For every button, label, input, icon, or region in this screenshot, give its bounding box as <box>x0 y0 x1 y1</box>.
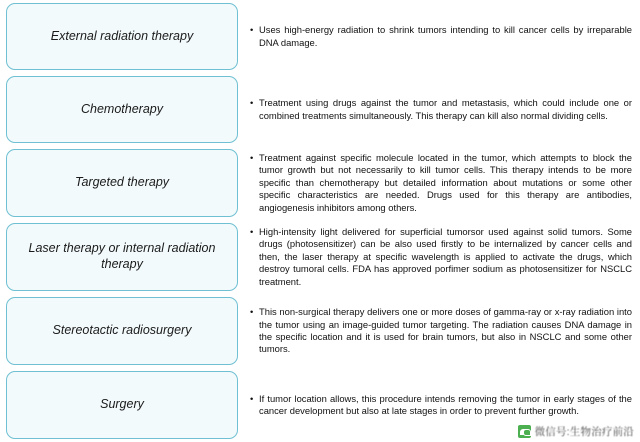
therapy-label-cell <box>6 223 238 291</box>
table-row <box>0 294 640 368</box>
therapy-label: Targeted therapy <box>74 175 170 190</box>
therapy-label-cell <box>6 76 238 143</box>
therapy-label: External radiation therapy <box>50 28 194 43</box>
therapy-description-cell <box>242 220 640 294</box>
therapy-description: • If tumor location allows, this procedure intends removing the tumor in early stages of the cancer development but also at late stages in order to prevent further growth. <box>250 393 632 418</box>
table-row <box>0 0 640 73</box>
therapy-description: • Treatment against specific molecule located in the tumor, which attempts to block the tumor growth but not necessarily to kill tumor cells. This therapy intends to be more specific than chemotherapy but detailed information about mutations or some other specific characteristics are needed. Drugs used for this therapy are antibodies, angiogenesis inhibitors among others. <box>250 152 632 214</box>
therapy-description: • Uses high-energy radiation to shrink tumors intending to kill cancer cells by irreparable DNA damage. <box>250 24 632 49</box>
therapy-description-cell <box>242 146 640 220</box>
therapy-description: • Treatment using drugs against the tumor and metastasis, which could include one or combined treatments simultaneously. This therapy can kill also normal dividing cells. <box>250 97 632 122</box>
therapy-description-cell <box>242 73 640 146</box>
therapy-label: Chemotherapy <box>81 101 163 116</box>
table-row <box>0 73 640 146</box>
table-row <box>0 220 640 294</box>
therapy-label-cell <box>6 149 238 217</box>
therapy-label-cell <box>6 371 238 439</box>
therapy-label-cell <box>6 3 238 70</box>
therapy-label: Laser therapy or internal radiation therapy <box>28 241 216 271</box>
therapy-description-cell <box>242 0 640 73</box>
watermark-text: 微信号:生物治疗前沿 <box>534 426 634 438</box>
therapy-label-cell <box>6 297 238 365</box>
wechat-icon <box>518 425 531 438</box>
therapy-label: Surgery <box>100 397 144 412</box>
therapy-description: • This non-surgical therapy delivers one or more doses of gamma-ray or x-ray radiation into the tumor using an image-guided tumor targeting. The radiation causes DNA damage in the specific location and it is used for brain tumors, but also in NSCLC and some other tumors. <box>250 306 632 356</box>
therapy-label: Stereotactic radiosurgery <box>52 323 192 338</box>
table-row <box>0 146 640 220</box>
watermark <box>516 423 636 440</box>
therapy-description-cell <box>242 294 640 368</box>
therapy-description: • High-intensity light delivered for superficial tumorsor used against solid tumors. Some drugs (photosensitizer) can be also used firstly to be internalized by cancer cells and then, the laser therapy at specific wavelength is applied to activate the drugs, which destroy tumoral cells. FDA has approved porfimer sodium as photosensitizer for NSCLC treatment. <box>250 226 632 288</box>
